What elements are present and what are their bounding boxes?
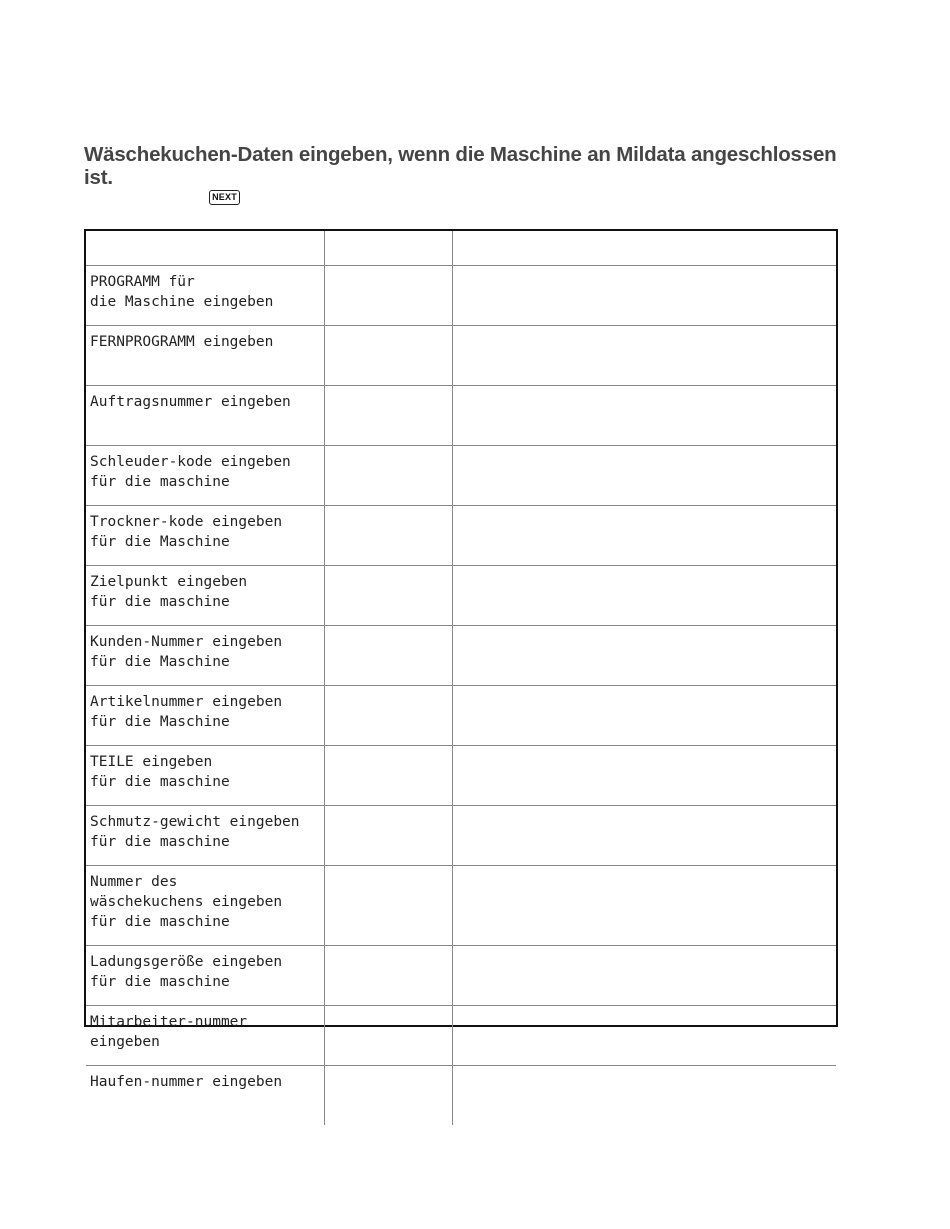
row-cell <box>452 1006 836 1066</box>
row-cell <box>324 386 452 446</box>
row-label: Ladungsgeröße eingeben für die maschine <box>86 946 324 1006</box>
page-heading: Wäschekuchen-Daten eingeben, wenn die Maschine an Mildata angeschlossen ist. <box>84 143 837 189</box>
table-row <box>86 1066 836 1126</box>
row-label: Trockner-kode eingeben für die Maschine <box>86 506 324 566</box>
row-label: Nummer des wäschekuchens eingeben für die maschine <box>86 866 324 946</box>
table-header-row <box>86 231 836 266</box>
row-cell <box>324 806 452 866</box>
data-entry-table <box>84 229 838 1090</box>
table-row <box>86 626 836 686</box>
row-cell <box>452 566 836 626</box>
row-cell <box>324 946 452 1006</box>
table-row <box>86 506 836 566</box>
row-cell <box>324 626 452 686</box>
row-cell <box>452 506 836 566</box>
row-cell <box>324 446 452 506</box>
row-cell <box>324 326 452 386</box>
row-label: Zielpunkt eingeben für die maschine <box>86 566 324 626</box>
header-cell <box>324 231 452 266</box>
row-label: FERNPROGRAMM eingeben <box>86 326 324 386</box>
row-label: Schleuder-kode eingeben für die maschine <box>86 446 324 506</box>
row-cell <box>452 746 836 806</box>
row-label: TEILE eingeben für die maschine <box>86 746 324 806</box>
row-cell <box>324 866 452 946</box>
table-row <box>86 806 836 866</box>
table-row <box>86 746 836 806</box>
row-cell <box>324 506 452 566</box>
row-cell <box>324 686 452 746</box>
table-row <box>86 946 836 1006</box>
row-cell <box>452 626 836 686</box>
table-row <box>86 266 836 326</box>
row-cell <box>324 1006 452 1066</box>
table-row <box>86 326 836 386</box>
table-row <box>86 386 836 446</box>
row-cell <box>452 326 836 386</box>
row-cell <box>324 266 452 326</box>
table-row <box>86 1006 836 1066</box>
row-cell <box>452 806 836 866</box>
row-cell <box>324 746 452 806</box>
table-row <box>86 566 836 626</box>
table-row <box>86 686 836 746</box>
header-cell <box>86 231 324 266</box>
row-cell <box>452 266 836 326</box>
row-cell <box>452 386 836 446</box>
table-row <box>86 866 836 946</box>
row-label: Auftragsnummer eingeben <box>86 386 324 446</box>
row-label: Mitarbeiter-nummer eingeben <box>86 1006 324 1066</box>
row-label: Artikelnummer eingeben für die Maschine <box>86 686 324 746</box>
row-label: Kunden-Nummer eingeben für die Maschine <box>86 626 324 686</box>
row-cell <box>324 566 452 626</box>
row-cell <box>452 866 836 946</box>
row-cell <box>324 1066 452 1126</box>
row-cell <box>452 1066 836 1126</box>
row-label: PROGRAMM für die Maschine eingeben <box>86 266 324 326</box>
header-cell <box>452 231 836 266</box>
table-row <box>86 446 836 506</box>
row-label: Haufen-nummer eingeben <box>86 1066 324 1126</box>
row-cell <box>452 446 836 506</box>
next-key-icon: NEXT <box>209 190 240 205</box>
row-label: Schmutz-gewicht eingeben für die maschine <box>86 806 324 866</box>
row-cell <box>452 686 836 746</box>
row-cell <box>452 946 836 1006</box>
table <box>86 231 836 1125</box>
